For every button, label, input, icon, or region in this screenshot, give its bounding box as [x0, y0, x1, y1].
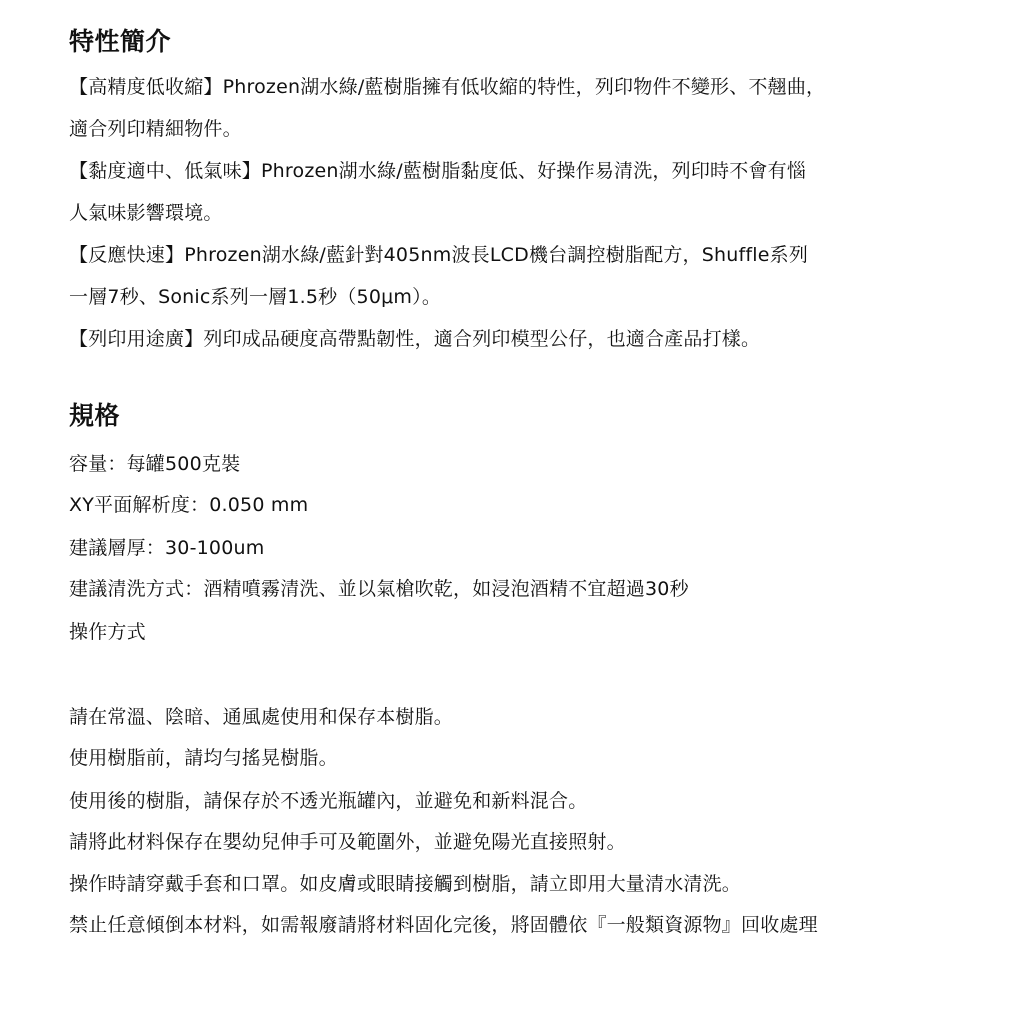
operation-heading: 操作方式 [69, 621, 146, 643]
feature-line-viscosity: 【黏度適中、低氣味】Phrozen湖水綠/藍樹脂黏度低、好操作易清洗，列印時不會有惱 [69, 160, 807, 182]
feature-line-wide-use: 【列印用途廣】列印成品硬度高帶點韌性，適合列印模型公仔，也適合產品打樣。 [69, 328, 761, 350]
spec-layer-thickness: 建議層厚：30-100um [69, 537, 265, 559]
spec-cleaning-method: 建議清洗方式：酒精噴霧清洗、並以氣槍吹乾，如浸泡酒精不宜超過30秒 [69, 578, 689, 600]
feature-line-viscosity-cont: 人氣味影響環境。 [69, 202, 223, 224]
operation-line-children: 請將此材料保存在嬰幼兒伸手可及範圍外，並避免陽光直接照射。 [69, 831, 626, 853]
operation-line-storage: 請在常溫、陰暗、通風處使用和保存本樹脂。 [69, 706, 454, 728]
spec-capacity: 容量：每罐500克裝 [69, 453, 241, 475]
feature-line-fast-reaction: 【反應快速】Phrozen湖水綠/藍針對405nm波長LCD機台調控樹脂配方，Shuffle系列 [69, 244, 809, 266]
feature-line-high-precision: 【高精度低收縮】Phrozen湖水綠/藍樹脂擁有低收縮的特性，列印物件不變形、不翹曲， [69, 76, 826, 98]
operation-line-protection: 操作時請穿戴手套和口罩。如皮膚或眼睛接觸到樹脂，請立即用大量清水清洗。 [69, 873, 742, 895]
operation-line-after-use: 使用後的樹脂，請保存於不透光瓶罐內，並避免和新料混合。 [69, 790, 588, 812]
feature-line-fast-reaction-cont: 一層7秒、Sonic系列一層1.5秒（50μm）。 [69, 286, 442, 308]
feature-line-high-precision-cont: 適合列印精細物件。 [69, 118, 242, 140]
operation-line-shake: 使用樹脂前，請均勻搖晃樹脂。 [69, 747, 338, 769]
operation-line-disposal: 禁止任意傾倒本材料，如需報廢請將材料固化完後，將固體依『一般類資源物』回收處理 [69, 914, 818, 936]
features-heading: 特性簡介 [69, 27, 172, 56]
spec-xy-resolution: XY平面解析度：0.050 mm [69, 494, 309, 516]
specs-heading: 規格 [69, 401, 121, 430]
